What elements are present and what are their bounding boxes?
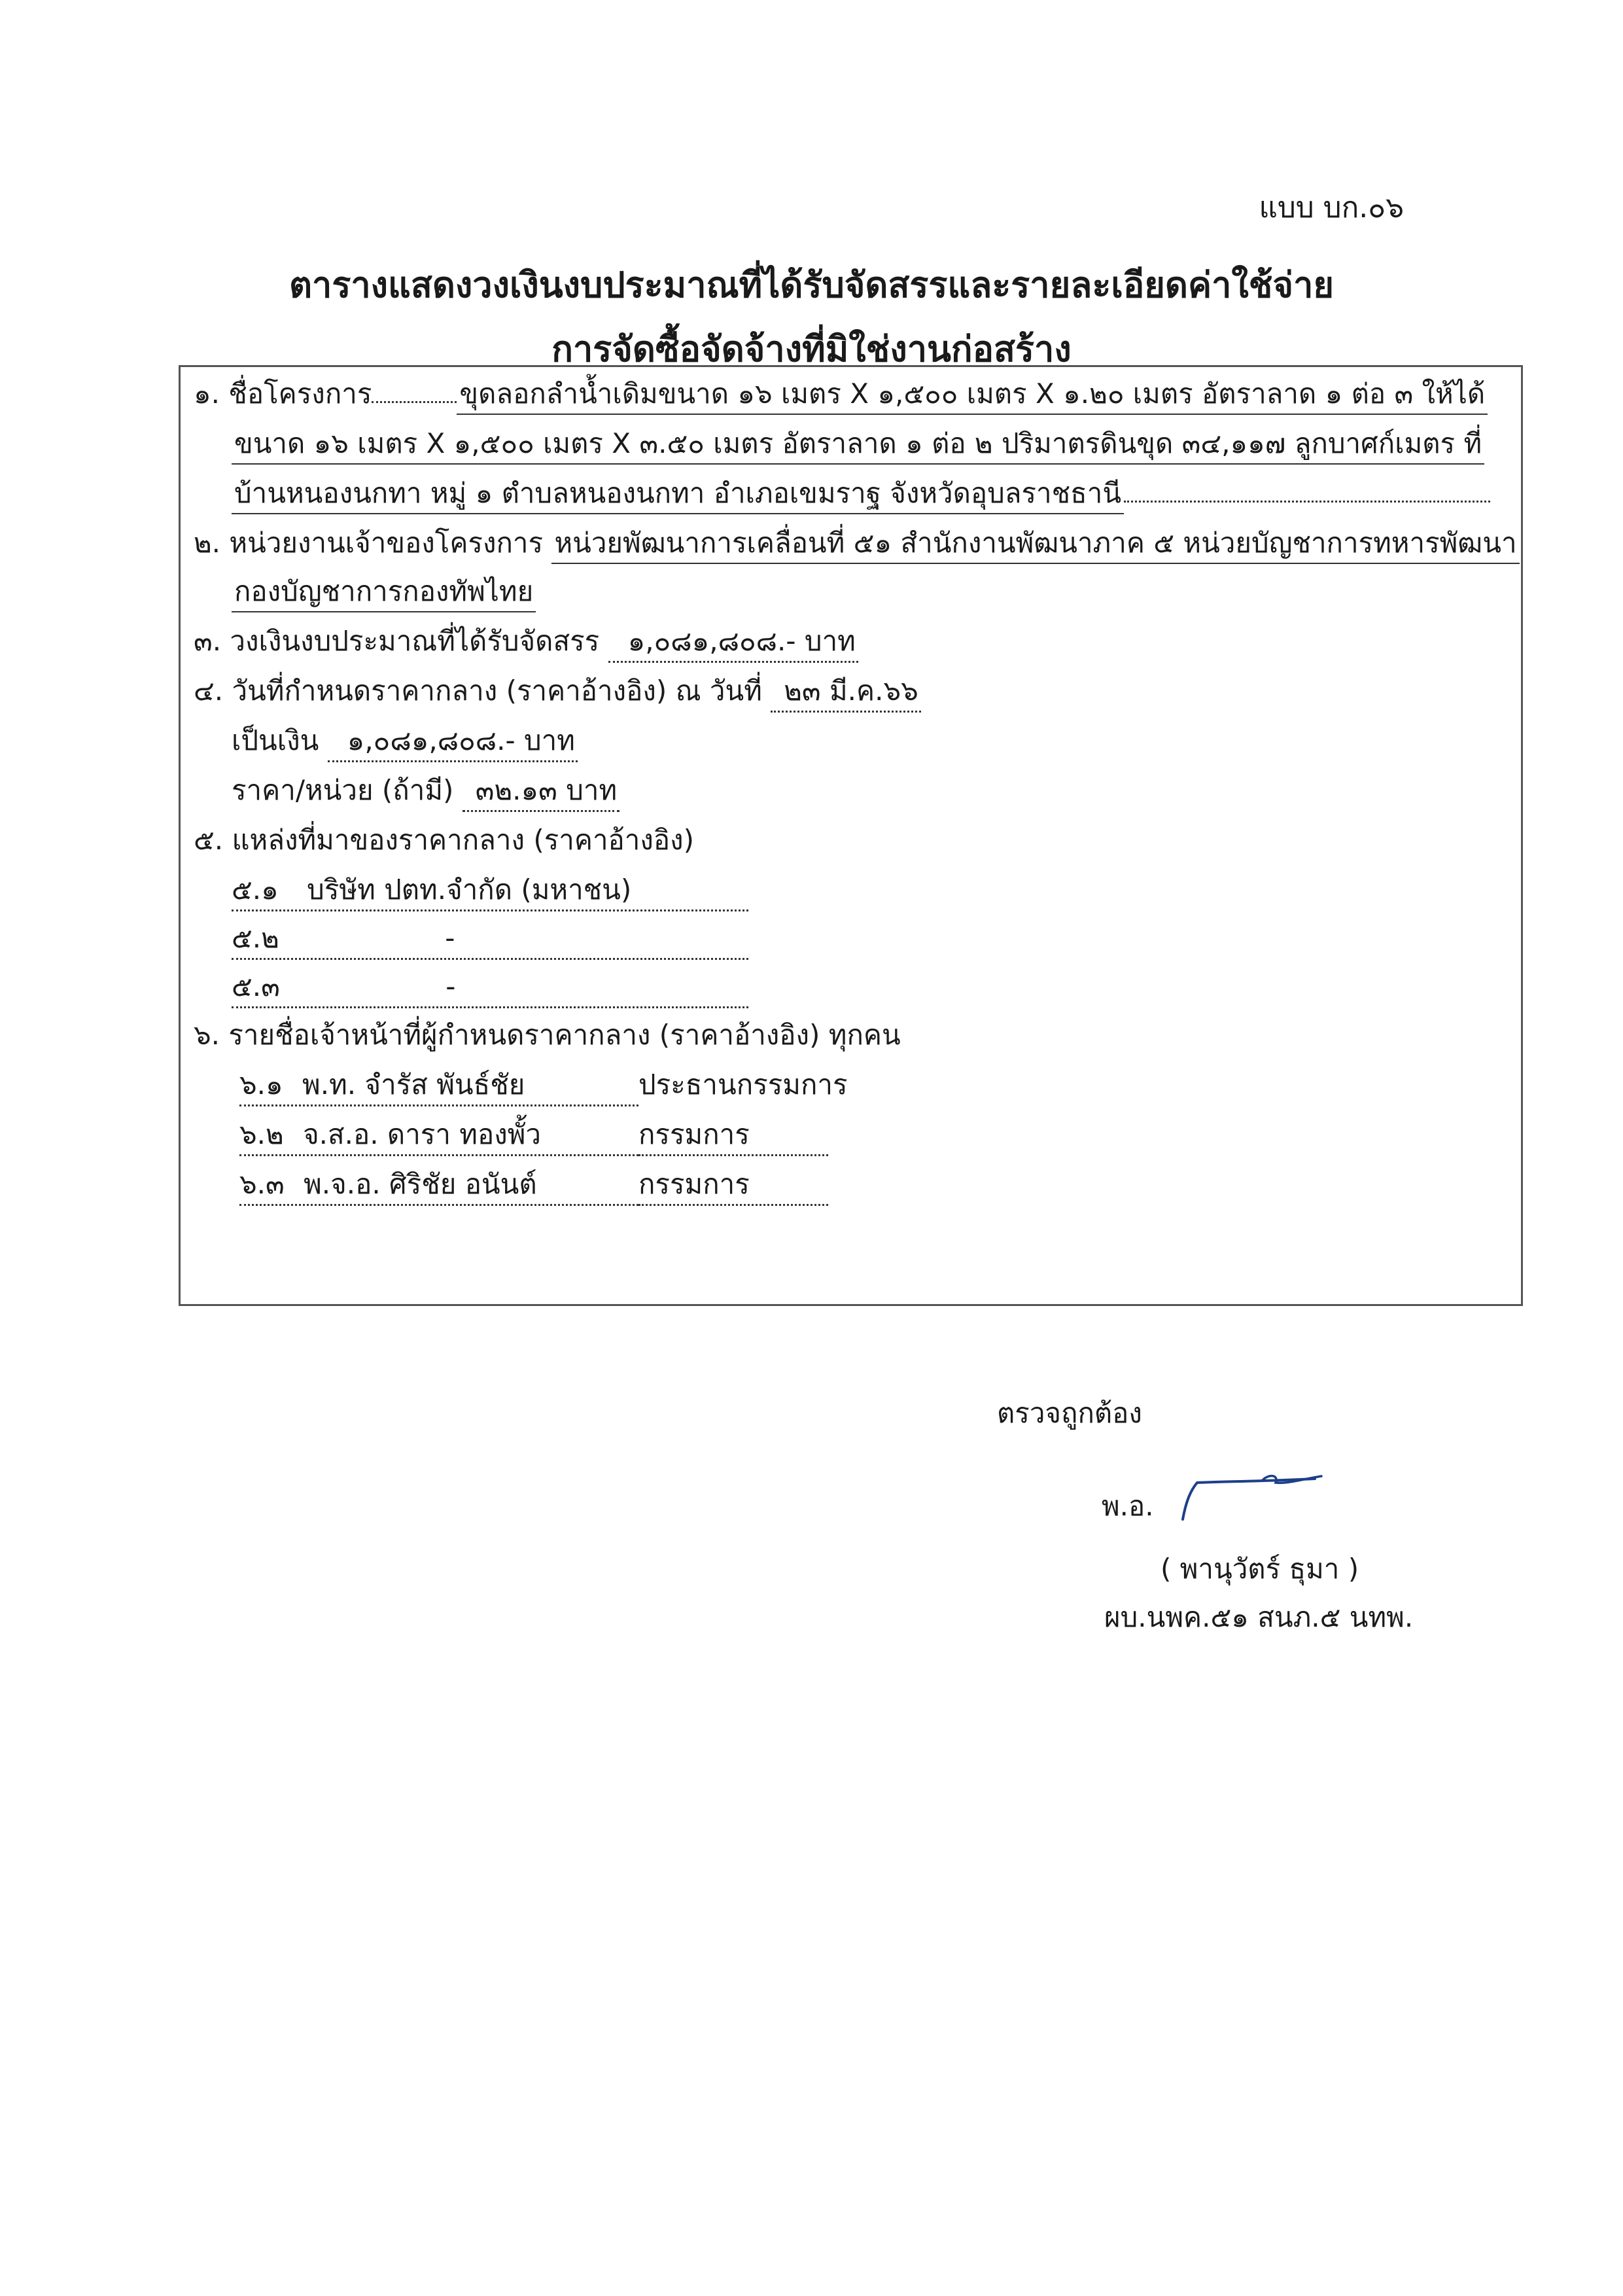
- price-source-text: -: [445, 922, 455, 954]
- project-name-label: ๑. ชื่อโครงการ: [194, 378, 372, 410]
- reference-date-value: ๒๓ มี.ค.๖๖: [771, 671, 921, 713]
- reference-date-row: [194, 671, 921, 713]
- committee-member-name: พ.ท. จำรัส พันธ์ชัย: [302, 1069, 525, 1101]
- committee-member-row: [239, 1065, 848, 1106]
- owner-agency-line2-row: [232, 572, 536, 612]
- signer-rank: พ.อ.: [1102, 1490, 1154, 1522]
- verify-label: ตรวจถูกต้อง: [997, 1397, 1142, 1429]
- price-source-row: [232, 870, 748, 911]
- price-source-text: บริษัท ปตท.จำกัด (มหาชน): [307, 874, 632, 906]
- committee-member-no: ๖.๑: [239, 1069, 283, 1101]
- budget-row: [194, 622, 858, 663]
- document-title-line1: ตารางแสดงวงเงินงบประมาณที่ได้รับจัดสรรและรายละเอียดค่าใช้จ่าย: [288, 264, 1335, 306]
- price-source-no: ๕.๓: [232, 970, 280, 1002]
- price-source-no: ๕.๑: [232, 874, 279, 906]
- unit-price-value: ๓๒.๑๓ บาท: [462, 771, 620, 812]
- owner-agency-line1: หน่วยพัฒนาการเคลื่อนที่ ๕๑ สำนักงานพัฒนาภาค ๕ หน่วยบัญชาการทหารพัฒนา: [551, 523, 1519, 564]
- project-name-line3-row: [232, 474, 1490, 514]
- amount-label: เป็นเงิน: [232, 724, 319, 756]
- committee-member-row: [239, 1165, 828, 1206]
- signer-name: ( พานุวัตร์ ธุมา ): [1161, 1553, 1359, 1585]
- committee-member-name: จ.ส.อ. ดารา ทองพั้ว: [303, 1118, 541, 1150]
- owner-agency-label: ๒. หน่วยงานเจ้าของโครงการ: [194, 527, 544, 559]
- reference-date-label: ๔. วันที่กำหนดราคากลาง (ราคาอ้างอิง) ณ วันที่: [194, 675, 762, 707]
- handwritten-signature: [1171, 1466, 1335, 1525]
- price-source-row: [232, 967, 748, 1008]
- committee-member-row: [239, 1115, 828, 1156]
- document-title-line2: การจัดซื้อจัดจ้างที่มิใช่งานก่อสร้าง: [551, 328, 1072, 370]
- project-name-line3: บ้านหนองนกทา หมู่ ๑ ตำบลหนองนกทา อำเภอเขมราฐ จังหวัดอุบลราชธานี: [232, 474, 1124, 514]
- committee-member-role: กรรมการ: [638, 1115, 828, 1156]
- committee-member-role: ประธานกรรมการ: [638, 1069, 848, 1101]
- committee-member-name: พ.จ.อ. ศิริชัย อนันต์: [304, 1168, 537, 1200]
- amount-value: ๑,๐๘๑,๘๐๘.- บาท: [328, 721, 578, 762]
- signer-position: ผบ.นพค.๕๑ สนภ.๕ นทพ.: [1104, 1601, 1414, 1633]
- committee-member-role: กรรมการ: [638, 1165, 828, 1206]
- project-name-row: [194, 374, 1488, 415]
- owner-agency-row: [194, 523, 1520, 564]
- committee-member-no: ๖.๓: [239, 1168, 285, 1200]
- price-source-no: ๕.๒: [232, 922, 279, 954]
- form-code: แบบ บก.๐๖: [1259, 191, 1404, 224]
- price-source-heading: ๕. แหล่งที่มาของราคากลาง (ราคาอ้างอิง): [194, 824, 694, 856]
- committee-heading: ๖. รายชื่อเจ้าหน้าที่ผู้กำหนดราคากลาง (ราคาอ้างอิง) ทุกคน: [194, 1019, 901, 1051]
- amount-row: [232, 721, 578, 762]
- project-name-line1: ขุดลอกลำน้ำเดิมขนาด ๑๖ เมตร X ๑,๕๐๐ เมตร X ๑.๒๐ เมตร อัตราลาด ๑ ต่อ ๓ ให้ได้: [457, 374, 1488, 415]
- project-name-line2-row: [232, 424, 1484, 465]
- owner-agency-line2: กองบัญชาการกองทัพไทย: [232, 572, 536, 612]
- unit-price-label: ราคา/หน่วย (ถ้ามี): [232, 774, 454, 806]
- project-name-line2: ขนาด ๑๖ เมตร X ๑,๕๐๐ เมตร X ๓.๕๐ เมตร อัตราลาด ๑ ต่อ ๒ ปริมาตรดินขุด ๓๔,๑๑๗ ลูกบาศก์เมตร ที่: [232, 424, 1484, 465]
- budget-value: ๑,๐๘๑,๘๐๘.- บาท: [608, 622, 858, 663]
- committee-member-no: ๖.๒: [239, 1118, 284, 1150]
- price-source-row: [232, 919, 748, 960]
- price-source-text: -: [445, 970, 456, 1002]
- budget-label: ๓. วงเงินงบประมาณที่ได้รับจัดสรร: [194, 625, 600, 657]
- unit-price-row: [232, 771, 620, 812]
